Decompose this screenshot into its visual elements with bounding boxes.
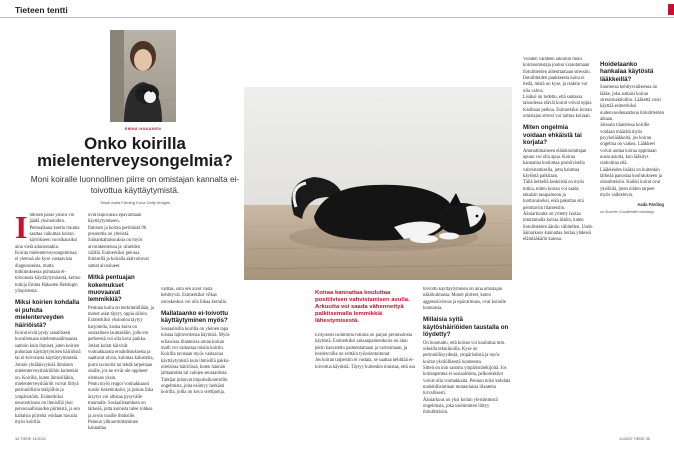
subheading: Miksi koirien kohdalla ei puhuta mielenterveyden häiriöistä? [15, 299, 80, 329]
article-byline: Teksti Aada Färding Kuva Getty Images [99, 200, 171, 205]
paragraph: Ääniarkuutta on yritetty hoitaa totuttamalla koiraa ääniin, kuten ilotulitteiden ääniin vähitellen. Usein ääniarkuus kannattaa hoitaa yhdessä eläinlääkärin kanssa. [523, 212, 593, 243]
author-photo [110, 30, 176, 122]
paragraph: Erityisesti isommilla rotuilla on paljon perinnöllistä käytöstä. Esimerkiksi saksanpaimenkoira on alun perin kasvatettu paimentamaan ja vartioimaan, ja bordercollie on erittäin työorientoitunut. [315, 333, 412, 358]
paragraph: Koirilla tavataan myös vastaavaa käyttäytymistä kuin ihmisillä pakko-oireisissa häiriöissä, kuten hännän jahtaamista tai valojen seuraamista. Tutkijat puhuvat impulssikontrollin ongelmista, joita esiintyy herkästi koirilla, joilla on kova viettipohja. [161, 352, 230, 396]
paragraph: Joitain yhtäläisyyksiä ihmisten mielenterveyshäiriöihin kuitenkin on. Koirilla, kuten ihmisilläkin, mielenterveyshäiriöt voivat liittyä perinnöllisiin tekijöihin ja ympäristöön. Esimerkiksi neuroottisuus on ihmisillä yksi persoonallisuuden piirteistä, ja sen kaltaisia piirteitä voidaan havaita myös koirilla. [15, 362, 80, 425]
author-name-kicker: EMMA HAKANEN [124, 127, 162, 131]
article-title: Onko koirilla mielenterveysongelmia? [37, 134, 233, 170]
paragraph: Pennun ylikuormittaminen kannattaa [88, 419, 139, 432]
paragraph: Sitten on niin sanottu ympäristötekijöitä. Jos koiranpentua ei sosiaalisteta, pelkoreaktiot voivat olla voimakkaita. Pennun tulisi kohdata mahdollisimman monenlaisia tilanteita turvallisesti. [423, 365, 511, 397]
author-credit: on Suomen Kuvalehden toimittaja. [600, 209, 655, 214]
drop-cap: I [15, 213, 28, 245]
paragraph: Lääkkeiden lisäksi on kuitenkin tärkeää panostaa koulutukseen ja olosuhteisiin. Kaikki koirat ovat yksilöitä, joten niiden tarpeet myös vaihtelevat. [600, 167, 662, 199]
author-signature: Aada Färding [637, 202, 664, 208]
paragraph: Tällä hetkellä keskeistä on myös tutkia, miten koiran voi saada takaisin tasapainoon ja luottavaiseksi, eikä pakottaa sitä pelottaviin tilanteisiin. [523, 180, 585, 211]
paragraph: Koiran mielenterveysongelmissa ei yleensä ole kyse vastaavista diagnooseista, mutta tutkimuksessa puhutaan ei-toivotusta käyttäytymisestä, kertoo tutkija Emma Hakanen Helsingin yliopistosta. [15, 251, 81, 295]
text-column-6 [523, 57, 593, 443]
paragraph: Pentu myös reagoi voimakkaasti uusiin kokemuksiin, ja joskus liika ärsytys voi altistaa pysyvälle traumalle. Sosiaalistaminen on tärkeää, jotta koirasta tulee rohkea ja avoin uusille ihmisille. [88, 381, 154, 419]
paragraph: On huomattu, että koiran voi kouluttaa mm. oikeilla tekniikoilla. Kyse on perinnöllisyydestä, ympäristöstä ja myös koiran yksilöllisestä luonteesta. [423, 340, 506, 365]
paragraph: Suomessa kehitysvaiheessa on lääke, joka auttaisi koiran stressireaktioihin. Lääkettä voisi käyttää esimerkiksi uudenvuodenaattona ilotulitteiden aikaan. [600, 85, 664, 122]
text-column-1 [15, 213, 81, 443]
subheading: Mallataanko ei-toivottu käyttäytyminen myös? [161, 310, 229, 325]
paragraph: Ammattimaiseen eläinkouluttajan apuun voi olla apua. Koiraa kannattaa kouluttaa positiivisella vahvistamisella, jotta haluttua käytöstä palkitaan. [523, 148, 587, 180]
text-column-4 [315, 333, 416, 443]
section-label: Tieteen tentti [15, 5, 68, 15]
text-column-3 [161, 287, 233, 443]
footer-left: 34 TIEDE 11/2022 [15, 437, 46, 441]
subheading: Mitkä pentuajan kokemukset muovaavat lemmikkiä? [88, 274, 135, 304]
paragraph: välttää, sillä sen aivot vasta kehittyvät. Esimerkiksi vilkas ostoskeskus voi olla liikaa kerralla. [161, 287, 228, 305]
paragraph: Sosiaalisilla koirilla on yleinen tapa toistaa lajitoveriensa käytöstä. Myös erilaisissa tilanteissa oman koiran malli voi vaikuttaa toisiin koiriin. [161, 326, 230, 351]
paragraph: ovat taipuvaisia epävarmaan käyttäytymiseen. [88, 213, 142, 225]
text-column-5 [423, 287, 512, 443]
paragraph: hmisen paras ystävä voi jäädä yksinoloihin. Pentuaikana koettu trauma saattaa vaikuttaa koiran käytökseen vuosikausiksi aina vielä aikuisenakin. [15, 213, 80, 250]
paragraph: Pentuna koira on herkimmillään, ja monet asiat täytyy oppia silloin. Esimerkiksi yksinoloa täytyy harjoitella, koska koira on sosiaalinen laumaeläin, jolle ero perheestä voi olla kova paikka. [88, 305, 154, 343]
subheading: Millaisia syitä käytöshäiriöiden taustalla on löydetty? [423, 316, 509, 339]
paragraph: Joissain tilanteissa koirille voidaan määrätä myös psyykelääkkeitä, jos koiran ongelma on vaikea. Lääkkeet voivat auttaa koiraa oppimaan uusia asioita, kun lääkitys rauhoittaa sitä. [600, 123, 657, 167]
paragraph: Ihmisen ja koiran perimästä 96 prosenttia on yhteistä. Samankaltaisuuksia on myös aivorakenteissa ja -alueiden välillä. Esimerkiksi pelossa ihmisellä ja koiralla aktivoituvat samat aivoalueet. [88, 225, 149, 269]
paragraph: Ääniarkuus on yksi koiran yleisimmistä ongelmista, joka useimmiten liittyy ilotulitteisiin. [423, 397, 498, 416]
text-column-7 [600, 57, 664, 443]
article-photo-dog [244, 87, 512, 280]
paragraph: Lisäksi on todettu, että samassa taloudessa elävät koirat voivat oppia toisiltaan pelkoa. Esimerkiksi koiran omistajan stressi voi tarttua koiraan. [523, 95, 592, 120]
page-tab-marker [668, 4, 674, 15]
pull-quote: Koiraa kannattaa kouluttaa positiivisen vahvistamisen avulla. Arkuutta voi saada vähennettyä palkitsemalla lemmikkiä lähestymisestä. [315, 290, 410, 325]
subheading: Hoidetaanko hankalaa käytöstä lääkkeillä? [600, 61, 654, 83]
paragraph: Vuoden vaihteen aikoihin moni koiranomistaja joutuu varautumaan ilotulitteiden aiheuttamaan stressiin. Ilotulitteiden paukkeesta koira ei tiedä, mistä on kyse, ja reaktio voi olla vahva. [523, 57, 591, 94]
subheading: Miten ongelmia voidaan ehkäistä tai korjata? [523, 124, 582, 147]
text-column-2 [88, 213, 154, 443]
paragraph: Jotkut koirat kärsivät voimakkaasta eroahdistuksesta ja saattavat ulvoa, kuluttaa kalusteita, purra tavaroita tai tehdä tarpeitaan sisälle, jos ne eivät ole oppineet olemaan yksin. [88, 343, 154, 381]
footer-right: 11/2022 TIEDE 35 [619, 437, 650, 441]
header-divider [0, 17, 674, 18]
paragraph: toivottu käyttäytyminen on aina omistajan näkökulmasta. Monet piirteet, kuten aggressiivisuus ja epävarmuus, ovat koiralle luontaisia. [423, 287, 506, 312]
article-lead: Moni koiralle luonnollinen piirre on omistajan kannalta ei-toivottua käyttäytymistä. [30, 174, 240, 195]
paragraph: Koirat eivät pysty sanallisesti kuvailemaan mielenmaailmaansa samoin kuin ihmiset, joten koirien puhutaan käyttäytymisen häiriöistä tai ei-toivotusta käyttäytymisestä. [15, 331, 81, 362]
paragraph: Jos koiran tarpeisiin ei vastata, se saattaa kehittää ei-toivottua käytöstä. Täytyy kuitenkin muistaa, että osa [315, 358, 416, 370]
